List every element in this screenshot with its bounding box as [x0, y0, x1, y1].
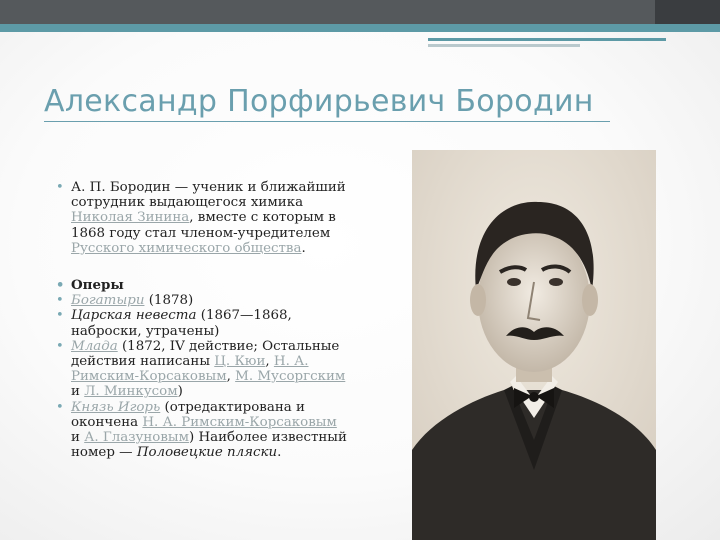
operas-heading: • Оперы — [56, 278, 348, 293]
header-accent-band — [0, 24, 720, 32]
header-band-dark-block — [655, 0, 720, 24]
opera-text: (1872, IV действие; Остальные действия написаны — [71, 338, 340, 370]
bio-text: , вместе с которым в 1868 году стал членом-учредителем — [71, 210, 336, 241]
opera-name: Половецкие пляски — [136, 445, 278, 461]
link-bogatyri[interactable]: Богатыри — [71, 293, 145, 309]
opera-text: , — [265, 354, 274, 370]
link-mussorgsky[interactable]: М. Мусоргским — [235, 369, 346, 385]
decor-line-bottom — [428, 44, 580, 47]
link-zinin[interactable]: Николая Зинина — [71, 210, 190, 226]
link-glazunov[interactable]: А. Глазуновым — [84, 430, 189, 446]
opera-text: и — [71, 384, 85, 400]
link-prince-igor[interactable]: Князь Игорь — [71, 399, 161, 415]
opera-name: Царская невеста — [71, 308, 197, 324]
opera-text: (1878) — [144, 293, 194, 309]
portrait-photo — [412, 150, 656, 540]
link-minkus[interactable]: Л. Минкусом — [84, 384, 178, 400]
opera-text: , — [226, 369, 236, 385]
bio-text: А. П. Бородин — ученик и ближайший сотрудник выдающегося химика — [71, 180, 346, 211]
link-rimsky-korsakov-2[interactable]: Н. А. Римским-Корсаковым — [142, 414, 337, 430]
header-band — [0, 0, 720, 24]
page-title: Александр Порфирьевич Бородин — [44, 84, 594, 119]
spacer — [56, 256, 348, 278]
opera-text: ) — [177, 384, 183, 400]
portrait-image — [412, 150, 656, 540]
opera-text: (отредактирована и окончена — [71, 399, 305, 430]
opera-prince-igor — [56, 400, 348, 461]
opera-text: . — [277, 445, 282, 461]
title-underline — [44, 121, 610, 122]
link-chemical-society[interactable]: Русского химического общества — [71, 240, 302, 256]
opera-mlada — [56, 339, 348, 400]
bio-bullet — [56, 180, 348, 256]
opera-tsarskaya-nevesta — [56, 308, 348, 338]
link-rimsky-korsakov[interactable]: Н. А. Римским-Корсаковым — [71, 354, 309, 385]
link-cui[interactable]: Ц. Кюи — [214, 354, 266, 370]
bio-text: . — [301, 240, 306, 256]
slide-content — [56, 180, 348, 460]
opera-text: (1867—1868, наброски, утрачены) — [71, 308, 292, 339]
opera-text: и — [71, 430, 85, 446]
opera-text: ) Наиболее известный номер — — [71, 430, 347, 461]
link-mlada[interactable]: Млада — [71, 338, 118, 354]
decor-line-top — [428, 38, 666, 41]
opera-bogatyri — [56, 293, 348, 308]
